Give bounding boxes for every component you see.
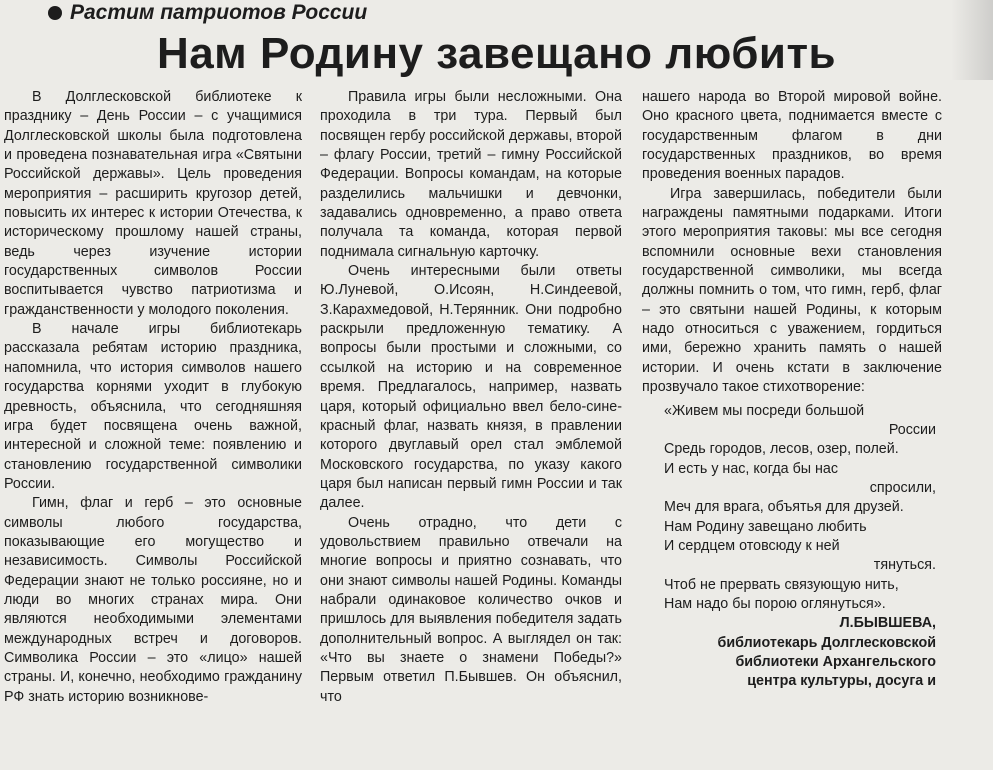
headline: Нам Родину завещано любить <box>156 29 837 78</box>
paragraph: В Долглесковской библиотеке к празднику – День России – с учащимися Долглесковской школы была подготовлена и проведена познавательная игра «Святыни Российской державы». Цель проведения мероприятия – расширить кругозор детей, повысить их интерес к истории Отечества, к историческому прошлому нашей страны, ведь через изучение истории государственных символов России воспитывается чувство патриотизма и гражданственности у молодого поколения. <box>4 89 302 318</box>
poem <box>642 402 942 615</box>
poem-line: И сердцем отовсюду к ней <box>664 537 840 554</box>
author-position: библиотеки Архангельского <box>735 653 936 670</box>
article-column-1 <box>4 88 302 707</box>
paragraph: Гимн, флаг и герб – это основные символы любого государства, показывающие его могущество и независимость. Символы Российской Федерации знают не только россияне, но и люди во многих странах мира. Они являются необходимыми элементами международных встреч и договоров. Символика России – это «лицо» нашей страны. И, конечно, необходимо гражданину РФ знать историю возникнове- <box>4 495 302 705</box>
author-signature <box>642 614 942 691</box>
bullet-icon <box>48 6 62 20</box>
paragraph: В начале игры библиотекарь рассказала ребятам историю праздника, напомнила, что история символов нашего государства корнями уходит в глубокую древность, объяснила, что сегодняшняя игра будет посвящена очень важной, интересной и сложной теме: появлению и становлению государственной символики России. <box>4 321 302 492</box>
poem-line: спросили, <box>869 479 936 496</box>
poem-line: «Живем мы посреди большой <box>664 402 865 419</box>
article-column-2 <box>320 88 622 707</box>
rubric <box>48 1 367 25</box>
article-column-3 <box>642 88 942 692</box>
poem-line: Средь городов, лесов, озер, полей. <box>664 441 899 458</box>
poem-line: Нам Родину завещано любить <box>664 518 867 535</box>
poem-line: И есть у нас, когда бы нас <box>664 460 839 477</box>
paragraph: Очень интересными были ответы Ю.Луневой, О.Исоян, Н.Синдеевой, З.Карахмедовой, Н.Терянник. Они подробно раскрыли предложенную тематику. А вопросы были простыми и сложными, со ссылкой на историю и на современное время. Предлагалось, например, назвать царя, который официально ввел бело-сине-красный флаг, назвать князя, в правлении которого двуглавый орел стал эмблемой Московского государства, по указу какого царя был написан первый гимн России и так далее. <box>320 263 622 512</box>
poem-line: тянуться. <box>873 557 936 574</box>
paragraph: Очень отрадно, что дети с удовольствием правильно отвечали на многие вопросы и приятно сознавать, что они знают символы нашей Родины. Команды набрали одинаковое количество очков и пришлось для выявления победителя задать дополнительный вопрос. А выглядел он так: «Что вы знаете о знамени Победы?» Первым ответил П.Бывшев. Он объяснил, что <box>320 514 622 705</box>
author-position: центра культуры, досуга и <box>747 673 936 690</box>
rubric-label: Растим патриотов России <box>70 1 368 24</box>
paragraph: Правила игры были несложными. Она проходила в три тура. Первый был посвящен гербу российской державы, второй – флагу России, третий – гимну Российской Федерации. Вопросы командам, на которые разделились мальчишки и девчонки, задавались одновременно, а право ответа получала та команда, которая первой поднимала сигнальную карточку. <box>320 89 622 260</box>
paragraph: нашего народа во Второй мировой войне. Оно красного цвета, поднимается вместе с государственным флагом в дни государственных праздников, во время проведения военных парадов. <box>642 89 942 183</box>
poem-line: России <box>888 421 936 438</box>
author-position: библиотекарь Долглесковской <box>717 634 936 651</box>
author-name: Л.БЫВШЕВА, <box>839 615 936 632</box>
poem-line: Нам надо бы порою оглянуться». <box>664 595 886 612</box>
poem-line: Чтоб не прервать связующую нить, <box>664 576 899 593</box>
paragraph: Игра завершилась, победители были награждены памятными подарками. Итоги этого мероприятия таковы: мы все сегодня вспомнили основные вехи становления государственной символики, мы всегда должны помнить о том, что гимн, герб, флаг – это святыни нашей Родины, к которым надо относиться с уважением, гордиться ими, бережно хранить память о нашей истории. И очень кстати в заключение прозвучало такое стихотворение: <box>642 185 942 396</box>
poem-line: Меч для врага, объятья для друзей. <box>664 499 904 516</box>
